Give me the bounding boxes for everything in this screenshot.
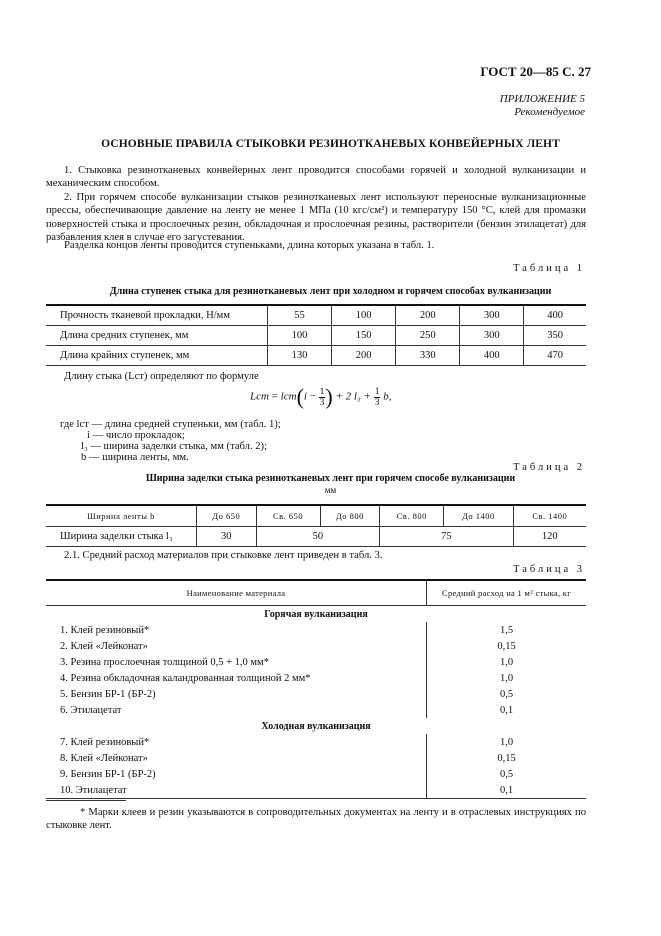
section-hot-vulcanization: Горячая вулканизация [264,608,368,620]
material-name: 8. Клей «Лейконат» [60,752,148,764]
table2-header: Св. 800 [380,505,444,527]
formula-equals: = [271,390,278,403]
table1-cell: 470 [524,345,586,365]
legend-line-1: где lст — длина средней ступеньки, мм (табл. 1); [60,419,281,430]
material-value: 0,5 [427,766,587,782]
table2-header: Св. 650 [256,505,320,527]
material-name: 5. Бензин БР-1 (БР-2) [60,688,156,700]
table-row [46,325,586,345]
formula-mid: + 2 l₃ + [335,390,371,403]
table-row [46,686,586,702]
table2-header: Св. 1400 [513,505,586,527]
table1-cell: 300 [460,305,524,325]
table1-cell: 200 [332,345,396,365]
table-row [46,638,586,654]
table2-header: Ширина ленты b [46,505,197,527]
document-title: ОСНОВНЫЕ ПРАВИЛА СТЫКОВКИ РЕЗИНОТКАНЕВЫХ КОНВЕЙЕРНЫХ ЛЕНТ [101,138,560,150]
material-value: 1,5 [427,622,587,638]
material-value: 1,0 [427,670,587,686]
table-row [46,345,586,365]
material-name: 10. Этилацетат [46,782,427,799]
table-section-row [46,718,586,734]
material-name: 9. Бензин БР-1 (БР-2) [60,768,156,780]
formula-l: lст [280,390,297,403]
legend-line-4: b — ширина ленты, мм. [81,452,189,463]
table1-cell: 400 [460,345,524,365]
table1-cell: 250 [396,325,460,345]
formula-fraction-1: $\frac{1}{3}$ [319,386,325,408]
legend-line-3: l₃ — ширина заделки стыка, мм (табл. 2); [81,441,268,452]
formula-paren-open: ( [296,384,304,409]
table1-label: Таблица 1 [513,263,585,274]
paragraph-3: Разделка концов ленты проводится ступеньками, длина которых указана в табл. 1. [64,240,435,251]
table-row [46,734,586,750]
appendix-label [500,93,585,119]
material-name: 2. Клей «Лейконат» [60,640,148,652]
table3-label: Таблица 3 [513,564,585,575]
table2-cell: 75 [380,527,513,547]
table1-cell: 330 [396,345,460,365]
table1-cell: 300 [460,325,524,345]
material-name: 4. Резина обкладочная каландрованная толщиной 2 мм* [60,672,311,684]
table1-caption: Длина ступенек стыка для резинотканевых лент при холодном и горячем способах вулканизации [109,286,552,297]
section-cold-vulcanization: Холодная вулканизация [261,720,371,732]
formula-minus: − [309,390,316,403]
table2-cell: 120 [513,527,586,547]
table-row [46,654,586,670]
material-value: 1,0 [427,734,587,750]
table-row [46,702,586,718]
material-value: 0,15 [427,638,587,654]
table-1 [46,304,586,366]
table-row [46,622,586,638]
table1-cell: 200 [396,305,460,325]
paragraph-2: 2. При горячем способе вулканизации стыков резинотканевых лент используют переносные вулканизационные прессы, обеспечивающие давление на ленту не менее 1 МПа (10 кгс/см²) и температуру 150 °С, клей для промазки поверхностей стыка и прослоечных резин, обкладочная и прослоечная резины, растворители (бензин этилацетат) для разбавления клея в случае его загустевания. [46,192,586,244]
table-row [46,670,586,686]
table-header-row [46,505,586,527]
paragraph-4: Длину стыка (Lст) определяют по формуле [64,371,259,382]
formula-i: i [303,390,307,403]
material-name: 6. Этилацетат [60,704,122,716]
material-name: 1. Клей резиновый* [60,624,150,636]
table1-row-label: Длина крайних ступенек, мм [46,345,268,365]
table-section-row [46,606,586,623]
table1-cell: 350 [524,325,586,345]
table1-cell: 150 [332,325,396,345]
table1-cell: 100 [332,305,396,325]
table2-header: До 1400 [444,505,513,527]
formula-lhs: Lст [250,390,269,403]
table3-header-material: Наименование материала [46,580,427,606]
table-row [46,782,586,799]
table2-unit: мм [324,485,337,495]
table2-row-label: Ширина заделки стыка l₃ [46,527,197,547]
table2-cell: 30 [197,527,257,547]
paragraph-5: 2.1. Средний расход материалов при стыковке лент приведен в табл. 3. [64,550,383,561]
stack-length-formula [250,384,391,410]
table-2 [46,504,586,547]
legend-line-2: i — число прокладок; [87,430,185,441]
material-value: 0,5 [427,686,587,702]
footnote-divider [46,800,126,801]
table-row [46,750,586,766]
table2-caption: Ширина заделки стыка резинотканевых лент при горячем способе вулканизации [145,473,516,484]
paragraph-1: 1. Стыковка резинотканевых конвейерных лент проводится способами горячей и холодной вулканизации и механическим способом. [46,165,586,190]
material-value: 0,1 [427,782,587,799]
footnote: * Марки клеев и резин указываются в сопроводительных документах на ленту и в отраслевых инструкциях по стыковке лент. [46,807,586,832]
appendix-status: Рекомендуемое [514,106,585,118]
table1-cell: 55 [268,305,332,325]
table-3 [46,579,586,799]
material-name: 3. Резина прослоечная толщиной 0,5 + 1,0 мм* [60,656,269,668]
table1-row-label: Длина средних ступенек, мм [46,325,268,345]
table-row [46,766,586,782]
table2-header: До 650 [197,505,257,527]
material-value: 0,1 [427,702,587,718]
table1-cell: 130 [268,345,332,365]
page-header: ГОСТ 20—85 С. 27 [480,64,591,79]
table-row [46,527,586,547]
table1-cell: 100 [268,325,332,345]
table1-row-label: Прочность тканевой прокладки, Н/мм [46,305,268,325]
table1-cell: 400 [524,305,586,325]
appendix-number: ПРИЛОЖЕНИЕ 5 [499,93,585,105]
table-header-row [46,580,586,606]
formula-tail: b, [383,390,392,403]
formula-fraction-2: $\frac{1}{3}$ [374,386,380,408]
formula-paren-close: ) [325,384,333,409]
table2-label: Таблица 2 [513,462,585,473]
table-row [46,305,586,325]
table2-cell: 50 [256,527,380,547]
material-value: 1,0 [427,654,587,670]
material-name: 7. Клей резиновый* [60,736,150,748]
material-value: 0,15 [427,750,587,766]
table2-header: До 800 [320,505,380,527]
table3-header-consumption: Средний расход на 1 м² стыка, кг [427,580,587,606]
